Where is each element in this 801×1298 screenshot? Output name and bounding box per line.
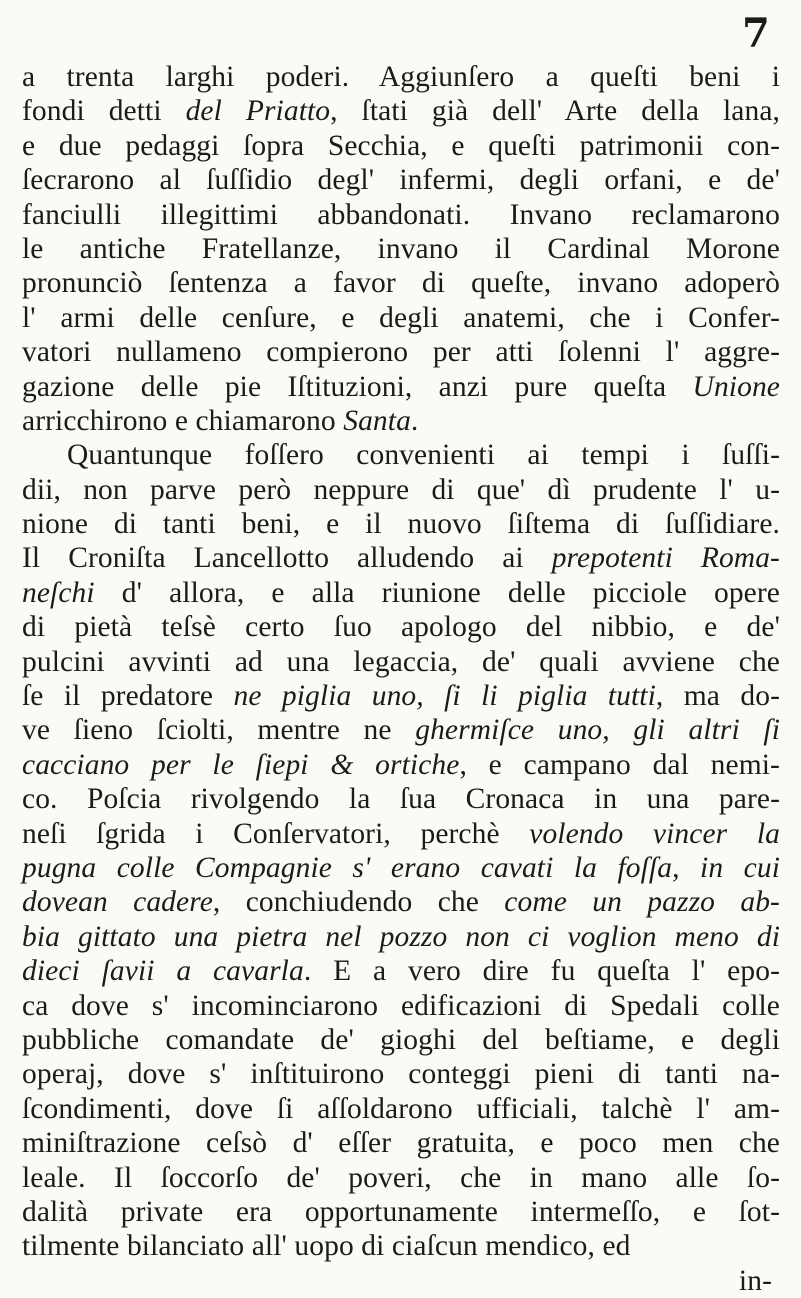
text-line: ve ſieno ſciolti, mentre ne ghermiſce uno, gli altri ſi bbox=[22, 714, 780, 747]
text-line: dalità private era opportunamente intermeſſo, e ſot- bbox=[22, 1195, 780, 1228]
text-line: operaj, dove s' inſtituirono conteggi pieni di tanti na- bbox=[22, 1058, 780, 1091]
text-line: ſecrarono al ſuſſidio degl' infermi, degli orfani, e de' bbox=[22, 164, 780, 197]
text-line: neſchi d' allora, e alla riunione delle picciole opere bbox=[22, 576, 780, 609]
text-line: miniſtrazione ceſsò d' eſſer gratuita, e poco men che bbox=[22, 1127, 780, 1160]
text-line: dii, non parve però neppure di que' dì prudente l' u- bbox=[22, 473, 780, 506]
text-line: pulcini avvinti ad una legaccia, de' quali avviene che bbox=[22, 645, 780, 678]
text-line: fanciulli illegittimi abbandonati. Invano reclamarono bbox=[22, 198, 780, 231]
text-line: dieci ſavii a cavarla. E a vero dire fu queſta l' epo- bbox=[22, 955, 780, 988]
text-line: tilmente bilanciato all' uopo di ciaſcun mendico, ed bbox=[22, 1230, 631, 1263]
text-line: Il Croniſta Lancellotto alludendo ai prepotenti Roma- bbox=[22, 542, 780, 575]
text-line: pronunciò ſentenza a favor di queſte, invano adoperò bbox=[22, 267, 780, 300]
catchword: in- bbox=[738, 1264, 772, 1297]
text-line: e due pedaggi ſopra Secchia, e queſti patrimonii con- bbox=[22, 129, 780, 162]
text-line: ſcondimenti, dove ſi aſſoldarono ufficiali, talchè l' am- bbox=[22, 1092, 780, 1125]
text-line: di pietà teſsè certo ſuo apologo del nibbio, e de' bbox=[22, 611, 780, 644]
text-line: vatori nullameno compierono per atti ſolenni l' aggre- bbox=[22, 336, 780, 369]
text-line: dovean cadere, conchiudendo che come un pazzo ab- bbox=[22, 886, 780, 919]
text-line: fondi detti del Priatto, ſtati già dell' Arte della lana, bbox=[22, 95, 780, 128]
text-line: co. Poſcia rivolgendo la ſua Cronaca in una pare- bbox=[22, 783, 780, 816]
text-line: le antiche Fratellanze, invano il Cardinal Morone bbox=[22, 232, 780, 265]
text-line: Quantunque foſſero convenienti ai tempi i ſuſſi- bbox=[67, 439, 780, 472]
text-line: arricchirono e chiamarono Santa. bbox=[22, 404, 419, 437]
text-line: pubbliche comandate de' gioghi del beſtiame, e degli bbox=[22, 1023, 780, 1056]
text-line: leale. Il ſoccorſo de' poveri, che in mano alle ſo- bbox=[22, 1161, 780, 1194]
text-line: gazione delle pie Iſtituzioni, anzi pure queſta Unione bbox=[22, 370, 780, 403]
text-line: cacciano per le ſiepi & ortiche, e campano dal nemi- bbox=[22, 748, 780, 781]
page-number: 7 bbox=[742, 10, 770, 57]
text-line: l' armi delle cenſure, e degli anatemi, che i Confer- bbox=[22, 301, 780, 334]
text-line: bia gittato una pietra nel pozzo non ci voglion meno di bbox=[22, 920, 780, 953]
text-line: neſi ſgrida i Conſervatori, perchè volendo vincer la bbox=[22, 817, 780, 850]
text-line: nione di tanti beni, e il nuovo ſiſtema di ſuſſidiare. bbox=[22, 508, 780, 541]
body-text bbox=[22, 60, 780, 1298]
text-line: ſe il predatore ne piglia uno, ſi li piglia tutti, ma do- bbox=[22, 680, 780, 713]
text-line: a trenta larghi poderi. Aggiunſero a queſti beni i bbox=[22, 61, 780, 93]
text-line: pugna colle Compagnie s' erano cavati la foſſa, in cui bbox=[22, 851, 780, 884]
text-line: ca dove s' incominciarono edificazioni di Spedali colle bbox=[22, 989, 780, 1022]
